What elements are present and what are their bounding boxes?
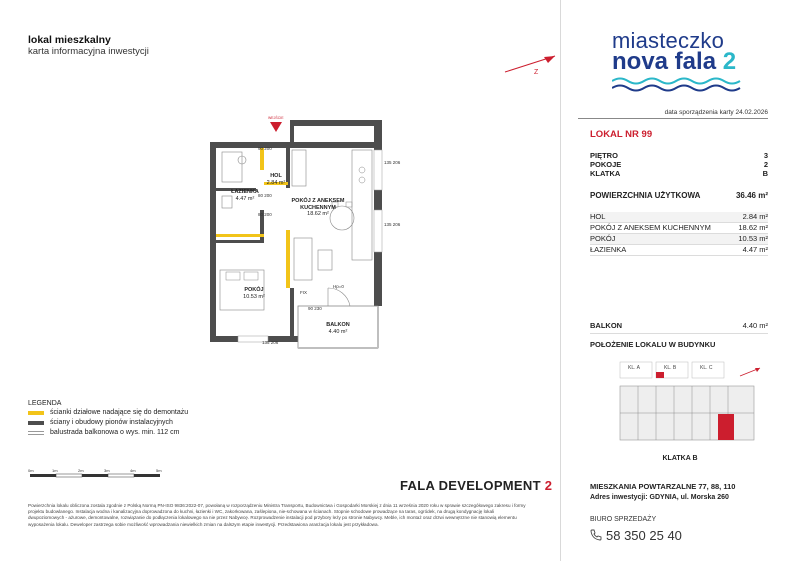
dim-label: 90 230 [308, 306, 322, 311]
sales-office-label: BIURO SPRZEDAŻY [590, 516, 657, 523]
svg-text:2m: 2m [78, 468, 84, 473]
dim-label: 135 206 [384, 160, 401, 165]
legend-title: LEGENDA [28, 400, 62, 407]
plan-label-lazienka: ŁAZIENKA 4.47 m² [231, 189, 259, 202]
svg-text:3m: 3m [104, 468, 110, 473]
info-row-klatka: KLATKA B [590, 169, 768, 178]
date-line: data sporządzenia karty 24.02.2026 [578, 109, 768, 119]
floor-plan [200, 110, 400, 355]
klatka-caption: KLATKA B [662, 455, 698, 462]
plan-label-balkon: BALKON 4.40 m² [326, 322, 350, 335]
scale-bar [28, 466, 168, 485]
svg-text:KL. B: KL. B [664, 365, 677, 371]
svg-text:0m: 0m [28, 468, 34, 473]
dim-label: 135 206 [262, 340, 279, 345]
footnote: Powierzchnia lokalu obliczona zostala zgodnie z Polską Normą PN-ISO 9836:2022-07, powołaną w rozporządzeniu Ministra Transportu, Budownictwa i Gospodarki Morskiej z dnia 11 września 2020 roku w sprawie szczegółowego zakresu i formy projektu budowlanego. Instalacja wodna i kanalizacyjna doprowadzona do kuchni, łazienki i WC, zakorkowana, zaślepiona, nie-schowana w ścianach. Stopnie schodowe prowadzące na taras, ogródek, na drugą kondygnację lokali dwupoziomowych - ażurowe, demontowalne, rozwiązanie do podłączenia lokalowego na nie przez Nabywcę. Rozprowadzenie instalacji pod przybory leży po stronie Nabywcy. Meble, ich montaż oraz drzwi wewnętrzne nie stanowią elementu wyposażenia lokalu. Deweloper zastrzega sobie możliwość wprowadzania niewielkich zmian na dalszym etapie inwestycji. Przedstawiona aranżacja lokalu jest przykładowa. [28, 503, 526, 527]
balkon-row: BALKON 4.40 m² [590, 321, 768, 334]
hp-label: Hp=0 [333, 284, 344, 289]
logo-wave-icon [612, 76, 742, 92]
info-row-pietro: PIĘTRO 3 [590, 151, 768, 160]
legend-swatch-icon [28, 411, 44, 415]
svg-text:KL. C: KL. C [700, 365, 713, 371]
lokal-number: LOKAL NR 99 [590, 129, 653, 140]
legend-item: ścianki działowe nadające się do demontażu [28, 409, 188, 416]
sales-phone[interactable]: 58 350 25 40 [606, 528, 682, 543]
svg-text:5m: 5m [156, 468, 162, 473]
room-row: ŁAZIENKA 4.47 m² [590, 245, 768, 254]
legend-swatch-icon [28, 421, 44, 425]
fix-label: FIX [300, 290, 308, 295]
room-list [590, 212, 768, 256]
plan-label-hol: HOL 2.84 m² [266, 173, 286, 186]
plan-label-pokoj-aneks: POKÓJ Z ANEKSEM KUCHENNYM 18.62 m² [291, 198, 345, 217]
legend-item: ściany i obudowy pionów instalacyjnych [28, 419, 173, 426]
dim-label: 135 206 [384, 222, 401, 227]
document-title: lokal mieszkalny [28, 34, 111, 46]
svg-text:KL. A: KL. A [628, 365, 640, 371]
investment-address: Adres inwestycji: GDYNIA, ul. Morska 260 [590, 494, 729, 501]
entrance-marker-icon [270, 122, 282, 132]
north-arrow-icon [500, 52, 560, 78]
svg-text:1m: 1m [52, 468, 58, 473]
room-row: HOL 2.84 m² [590, 212, 768, 221]
position-title: POŁOŻENIE LOKALU W BUDYNKU [590, 340, 716, 349]
dim-label: 80 200 [258, 212, 272, 217]
phone-icon [590, 529, 602, 541]
plan-label-pokoj: POKÓJ 10.53 m² [243, 287, 265, 300]
repeated-units: MIESZKANIA POWTARZALNE 77, 88, 110 [590, 482, 736, 491]
logo-line2: nova fala 2 [612, 48, 737, 75]
column-divider [560, 0, 561, 561]
dim-label: 80 200 [258, 193, 272, 198]
info-row-pokoje: POKOJE 2 [590, 160, 768, 169]
logo-line1: miasteczko [612, 28, 725, 53]
developer-logo: FALA DEVELOPMENT 2 [400, 478, 553, 493]
svg-text:4m: 4m [130, 468, 136, 473]
north-arrow-label: Z [534, 69, 539, 76]
room-row: POKÓJ Z ANEKSEM KUCHENNYM 18.62 m² [590, 223, 768, 232]
entrance-label: WEJŚCIE [268, 116, 284, 120]
dim-label: 90 200 [258, 146, 272, 151]
building-position-diagram [600, 356, 770, 454]
document-subtitle: karta informacyjna inwestycji [28, 46, 149, 57]
legend-item: balustrada balkonowa o wys. min. 112 cm [28, 429, 179, 436]
total-area: POWIERZCHNIA UŻYTKOWA 36.46 m² [590, 191, 768, 200]
legend-swatch-icon [28, 431, 44, 435]
room-row: POKÓJ 10.53 m² [590, 234, 768, 243]
